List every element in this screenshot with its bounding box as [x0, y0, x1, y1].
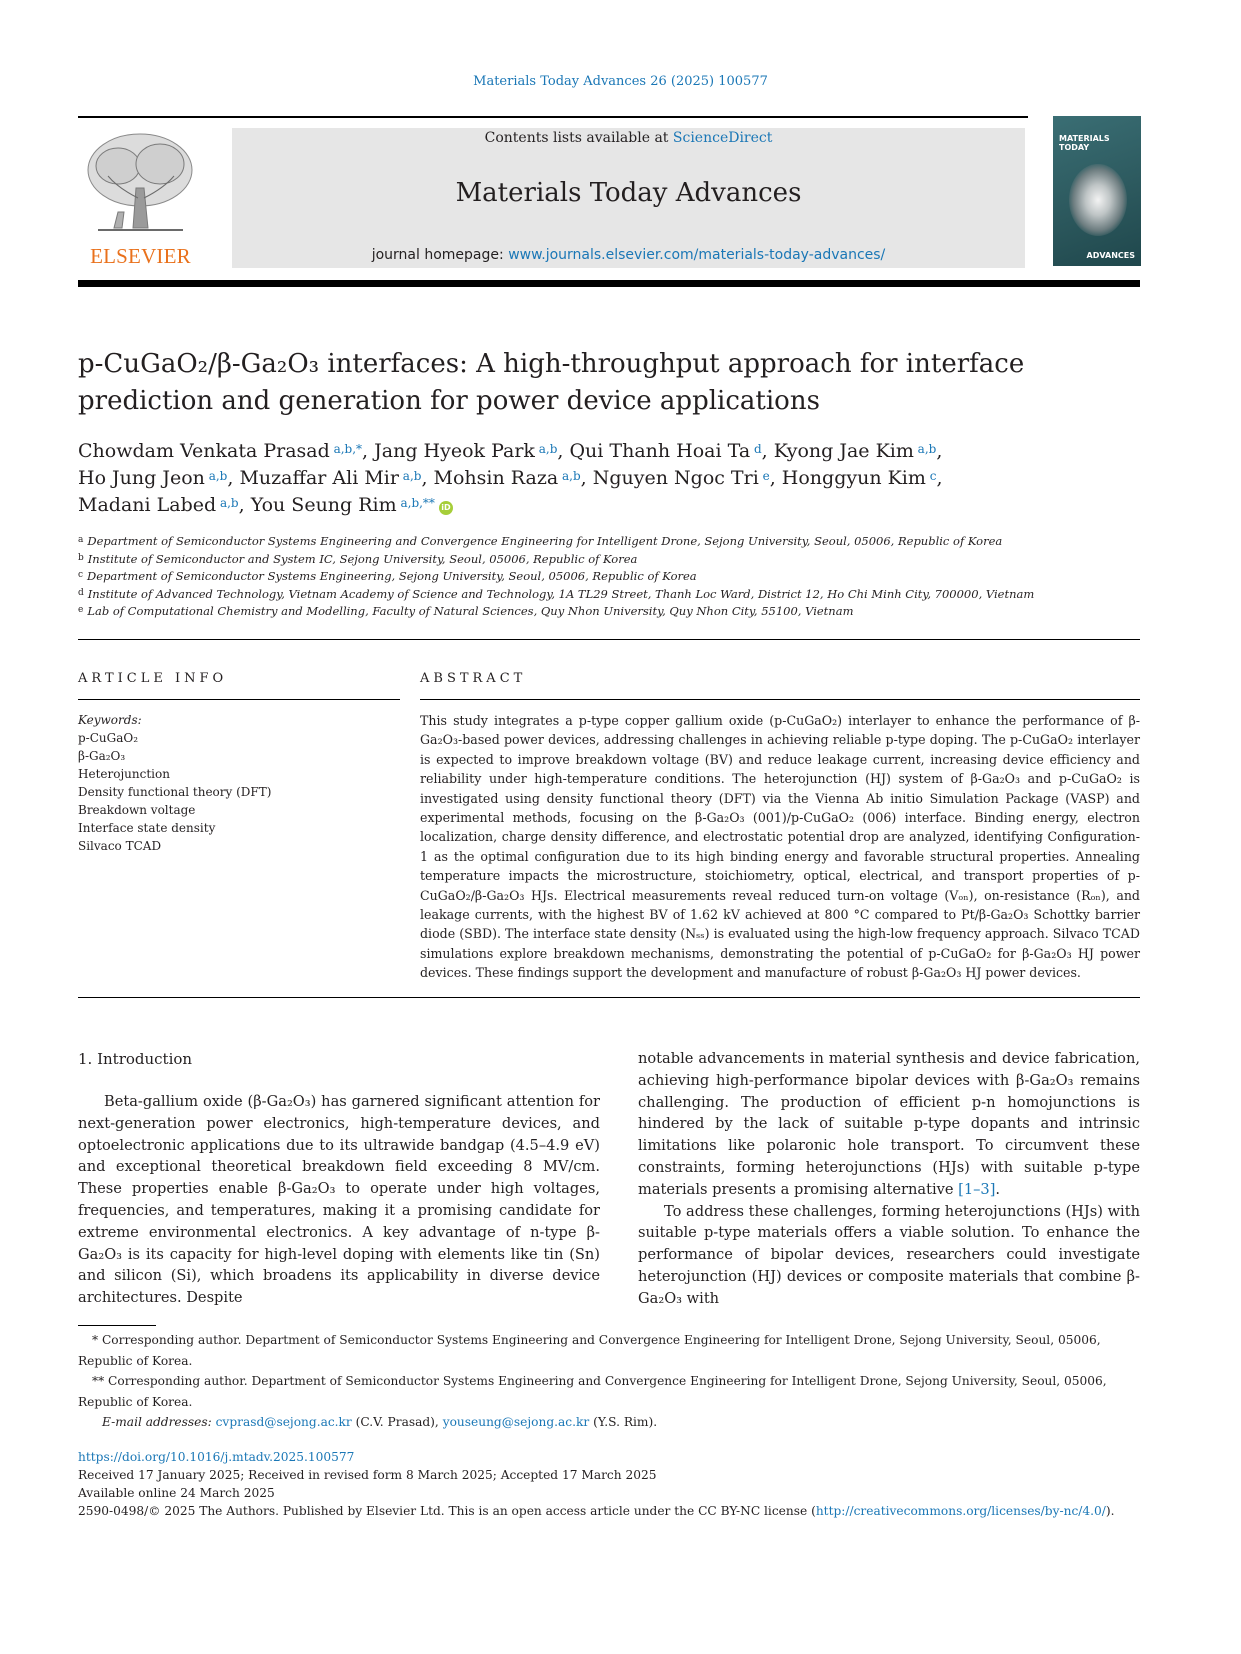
- doi-link[interactable]: https://doi.org/10.1016/j.mtadv.2025.100577: [78, 1450, 355, 1464]
- body-column-right: [638, 1048, 1140, 1310]
- author-name[interactable]: Madani Labed: [78, 494, 217, 516]
- abstract-heading: ABSTRACT: [420, 671, 527, 686]
- author-name[interactable]: Muzaffar Ali Mir: [239, 467, 399, 489]
- license-line: 2590-0498/© 2025 The Authors. Published by Elsevier Ltd. This is an open access article under the CC BY-NC license (http://creativecommons.org/licenses/by-nc/4.0/).: [78, 1504, 1115, 1518]
- footnotes: [78, 1330, 1140, 1433]
- author-affiliation-marker[interactable]: a,b: [398, 469, 422, 483]
- keyword-item: Heterojunction: [78, 767, 170, 781]
- author-affiliation-marker[interactable]: a,b: [558, 469, 581, 483]
- contents-prefix: Contents lists available at: [484, 130, 669, 146]
- article-info-rule: [78, 699, 400, 700]
- email-label: E-mail addresses:: [102, 1415, 212, 1429]
- cover-graphic: [1069, 164, 1127, 236]
- affiliations: [78, 533, 1140, 621]
- author-separator: ,: [936, 467, 943, 489]
- keywords-block: [78, 711, 400, 855]
- author-affiliation-marker[interactable]: a,b: [216, 496, 239, 510]
- keyword-item: Interface state density: [78, 821, 216, 835]
- affiliations-rule: [78, 639, 1140, 640]
- homepage-link[interactable]: www.journals.elsevier.com/materials-today-advances/: [508, 247, 886, 263]
- author-name[interactable]: Qui Thanh Hoai Ta: [569, 440, 751, 462]
- available-online: Available online 24 March 2025: [78, 1486, 275, 1500]
- affiliation-a: $^a$ Department of Semiconductor Systems Engineering and Convergence Engineering for Intelligent Drone, Sejong University, Seoul, 05006, Republic of Korea: [78, 534, 1003, 548]
- email-line: E-mail addresses: cvprasd@sejong.ac.kr (C.V. Prasad), youseung@sejong.ac.kr (Y.S. Rim).: [102, 1415, 658, 1429]
- body-column-left: [78, 1091, 600, 1309]
- section-heading-introduction: 1. Introduction: [78, 1050, 193, 1068]
- author-separator: ,: [362, 440, 375, 462]
- affiliation-d: $^d$ Institute of Advanced Technology, Vietnam Academy of Science and Technology, 1A TL29 Street, Thanh Loc Ward, District 12, Ho Chi Minh City, 700000, Vietnam: [78, 586, 1035, 601]
- cover-footer: ADVANCES: [1086, 251, 1135, 260]
- intro-paragraph-2: To address these challenges, forming heterojunctions (HJs) with suitable p-type materials offers a viable solution. To enhance the performance of bipolar devices, researchers could investigate heterojunction (HJ) devices or composite materials that combine β-Ga₂O₃ with: [638, 1202, 1140, 1307]
- intro-paragraph-1: Beta-gallium oxide (β-Ga₂O₃) has garnered significant attention for next-generation power electronics, high-temperature devices, and optoelectronic applications due to its ultrawide bandgap (4.5–4.9 eV) and exceptional theoretical breakdown field exceeding 8 MV/cm. These properties enable β-Ga₂O₃ to operate under high voltages, frequencies, and temperatures, making it a promising candidate for extreme environmental electronics. A key advantage of n-type β-Ga₂O₃ is its capacity for high-level doping with elements like tin (Sn) and silicon (Si), which broadens its applicability in diverse device architectures. Despite: [78, 1093, 600, 1307]
- intro-paragraph-1-continued: notable advancements in material synthesis and device fabrication, achieving high-performance bipolar devices with β-Ga₂O₃ remains challenging. The production of efficient p-n homojunctions is hindered by the lack of suitable p-type dopants and intrinsic limitations like polaronic hole transport. To circumvent these constraints, forming heterojunctions (HJs) with suitable p-type materials presents a promising alternative [1–3].: [638, 1050, 1140, 1198]
- author-name[interactable]: Kyong Jae Kim: [773, 440, 914, 462]
- corresponding-author-1: * Corresponding author. Department of Semiconductor Systems Engineering and Convergence Engineering for Intelligent Drone, Sejong University, Seoul, 05006, Republic of Korea.: [78, 1333, 1101, 1368]
- author-separator: ,: [557, 440, 570, 462]
- author-name[interactable]: You Seung Rim: [250, 494, 397, 516]
- keyword-item: Silvaco TCAD: [78, 839, 162, 853]
- corresponding-author-2: ** Corresponding author. Department of Semiconductor Systems Engineering and Convergence Engineering for Intelligent Drone, Sejong University, Seoul, 05006, Republic of Korea.: [78, 1374, 1107, 1409]
- license-link[interactable]: http://creativecommons.org/licenses/by-nc/4.0/: [815, 1504, 1106, 1518]
- sciencedirect-link[interactable]: ScienceDirect: [672, 130, 773, 146]
- header-rule: [78, 116, 1028, 118]
- title-line-1: p-CuGaO₂/β-Ga₂O₃ interfaces: A high-throughput approach for interface: [78, 349, 1025, 379]
- elsevier-wordmark: ELSEVIER: [90, 244, 191, 268]
- keyword-item: Density functional theory (DFT): [78, 785, 272, 799]
- homepage-line: [232, 247, 1025, 263]
- keyword-item: p-CuGaO₂: [78, 731, 139, 745]
- author-affiliation-marker[interactable]: d: [750, 442, 762, 456]
- author-name[interactable]: Jang Hyeok Park: [374, 440, 535, 462]
- received-dates: Received 17 January 2025; Received in revised form 8 March 2025; Accepted 17 March 2025: [78, 1468, 657, 1482]
- author-name[interactable]: Ho Jung Jeon: [78, 467, 205, 489]
- abstract-bottom-rule: [78, 997, 1140, 998]
- author-affiliation-marker[interactable]: a,b: [534, 442, 558, 456]
- article-info-heading: ARTICLE INFO: [78, 671, 228, 686]
- keywords-label: Keywords:: [78, 713, 142, 727]
- journal-name: Materials Today Advances: [455, 178, 802, 208]
- journal-cover-thumbnail[interactable]: [1053, 116, 1141, 266]
- author-name[interactable]: Nguyen Ngoc Tri: [592, 467, 759, 489]
- author-list: [78, 438, 1078, 519]
- keyword-item: β-Ga₂O₃: [78, 749, 126, 763]
- author-affiliation-marker[interactable]: c: [925, 469, 937, 483]
- author-affiliation-marker[interactable]: a,b,**: [396, 496, 435, 510]
- contents-line: [232, 130, 1025, 146]
- author-separator: ,: [580, 467, 593, 489]
- author-affiliation-marker[interactable]: e: [758, 469, 770, 483]
- article-metadata: [78, 1448, 1140, 1520]
- author-separator: ,: [769, 467, 782, 489]
- affiliation-b: $^b$ Institute of Semiconductor and System IC, Sejong University, Seoul, 05006, Republic of Korea: [78, 551, 638, 566]
- keyword-item: Breakdown voltage: [78, 803, 196, 817]
- reference-link[interactable]: [1–3]: [958, 1180, 996, 1198]
- orcid-icon[interactable]: iD: [439, 501, 453, 515]
- title-line-2: prediction and generation for power device applications: [78, 386, 820, 416]
- author-separator: ,: [761, 440, 774, 462]
- homepage-prefix: journal homepage:: [371, 247, 504, 263]
- abstract-text: This study integrates a p-type copper gallium oxide (p-CuGaO₂) interlayer to enhance the performance of β-Ga₂O₃-based power devices, addressing challenges in achieving reliable p-type doping. The p-CuGaO₂ interlayer is expected to improve breakdown voltage (BV) and reduce leakage current, increasing device efficiency and reliability under high-temperature conditions. The heterojunction (HJ) system of β-Ga₂O₃ and p-CuGaO₂ is investigated using density functional theory (DFT) via the Vienna Ab initio Simulation Package (VASP) and experimental methods, focusing on the β-Ga₂O₃ (001)/p-CuGaO₂ (006) interface. Binding energy, electron localization, charge density difference, and electrostatic potential drop are analyzed, identifying Configuration-1 as the optimal configuration due to its high binding energy and favorable structural properties. Annealing temperature impacts the microstructure, stoichiometry, optical, electrical, and transport properties of p-CuGaO₂/β-Ga₂O₃ HJs. Electrical measurements reveal reduced turn-on voltage (Vₒₙ), on-resistance (Rₒₙ), and leakage currents, with the highest BV of 1.62 kV achieved at 800 °C compared to Pt/β-Ga₂O₃ Schottky barrier diode (SBD). The interface state density (Nₛₛ) is evaluated using the high-low frequency approach. Silvaco TCAD simulations explore breakdown mechanisms, demonstrating the potential of p-CuGaO₂ for β-Ga₂O₃ HJ power devices. These findings support the development and manufacture of robust β-Ga₂O₃ HJ power devices.: [420, 713, 1140, 981]
- journal-reference-link[interactable]: Materials Today Advances 26 (2025) 100577: [473, 74, 768, 89]
- email-link-rim[interactable]: youseung@sejong.ac.kr: [442, 1415, 590, 1429]
- header-thick-rule: [78, 280, 1140, 287]
- author-separator: ,: [227, 467, 240, 489]
- author-affiliation-marker[interactable]: a,b: [913, 442, 937, 456]
- abstract-rule: [420, 699, 1140, 700]
- affiliation-e: $^e$ Lab of Computational Chemistry and Modelling, Faculty of Natural Sciences, Quy Nhon University, Quy Nhon City, 55100, Vietnam: [78, 604, 854, 618]
- author-name[interactable]: Honggyun Kim: [781, 467, 926, 489]
- author-name[interactable]: Mohsin Raza: [433, 467, 559, 489]
- author-separator: ,: [238, 494, 251, 516]
- keyword-list: [78, 729, 400, 855]
- author-affiliation-marker[interactable]: a,b,*: [329, 442, 363, 456]
- affiliation-c: $^c$ Department of Semiconductor Systems Engineering, Sejong University, Seoul, 05006, Republic of Korea: [78, 569, 697, 583]
- article-title: [78, 346, 1078, 420]
- author-name[interactable]: Chowdam Venkata Prasad: [78, 440, 330, 462]
- author-separator: ,: [421, 467, 434, 489]
- author-affiliation-marker[interactable]: a,b: [204, 469, 228, 483]
- cover-title: MATERIALS TODAY: [1059, 134, 1110, 152]
- author-separator: ,: [936, 440, 943, 462]
- footnote-rule: [78, 1325, 156, 1326]
- email-link-prasad[interactable]: cvprasd@sejong.ac.kr: [215, 1415, 352, 1429]
